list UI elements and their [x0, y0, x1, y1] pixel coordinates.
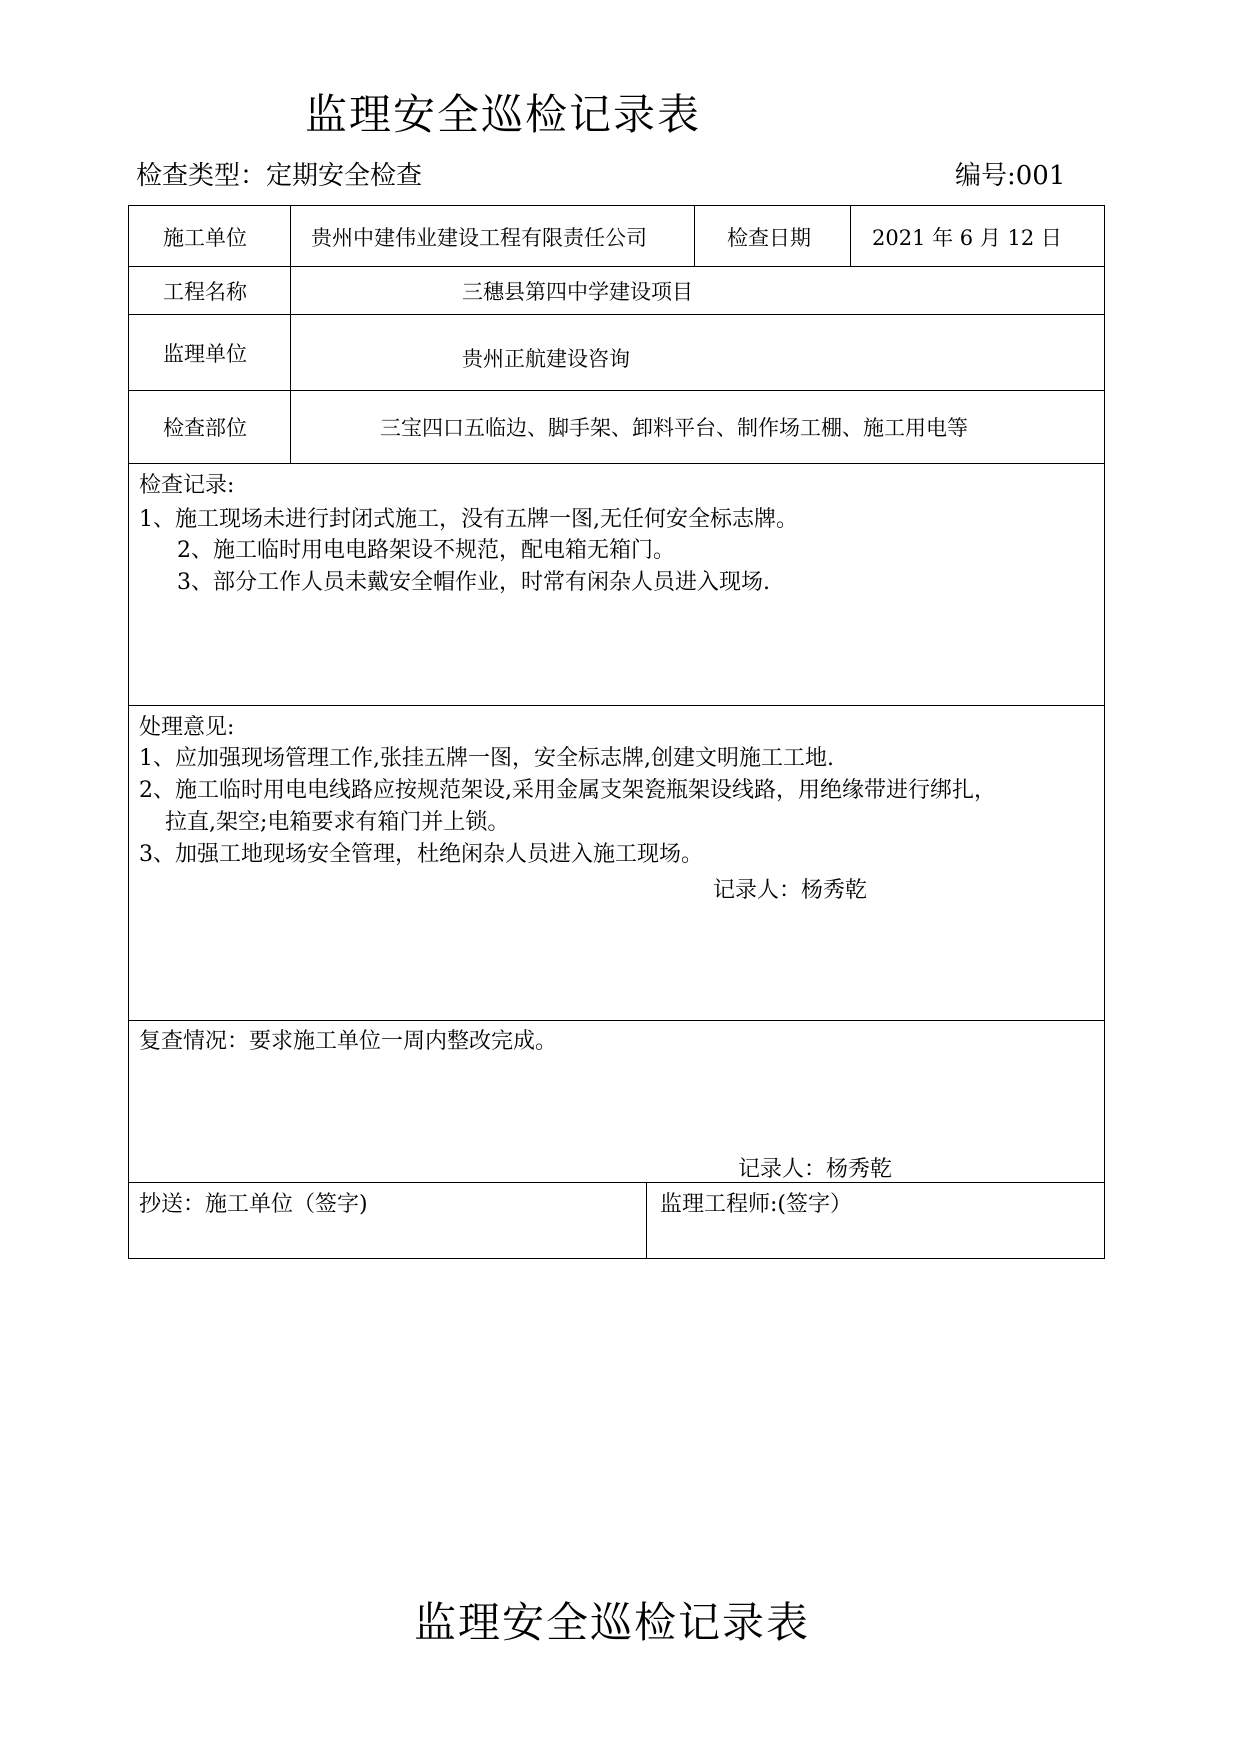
- check-area-value: 三宝四口五临边、脚手架、卸料平台、制作场工棚、施工用电等: [380, 416, 968, 440]
- next-page-title: 监理安全巡检记录表: [414, 1598, 811, 1647]
- cc-signature: 抄送：施工单位（签字): [139, 1192, 368, 1217]
- opinion-item: 1、应加强现场管理工作,张挂五牌一图，安全标志牌,创建文明施工工地.: [139, 746, 834, 771]
- inspection-record-heading: 检查记录:: [139, 473, 235, 498]
- construction-unit-value: 贵州中建伟业建设工程有限责任公司: [311, 226, 647, 250]
- record-number: 编号:001: [955, 161, 1066, 191]
- check-type-label: 检查类型：: [136, 161, 267, 191]
- engineer-signature: 监理工程师:(签字）: [660, 1192, 852, 1217]
- check-type-value: 定期安全检查: [266, 161, 423, 191]
- inspection-item: 3、部分工作人员未戴安全帽作业，时常有闲杂人员进入现场.: [177, 570, 770, 595]
- check-date-value: 2021 年 6 月 12 日: [872, 226, 1062, 250]
- handling-opinion-heading: 处理意见:: [139, 715, 235, 740]
- opinion-item: 2、施工临时用电电线路应按规范架设,采用金属支架瓷瓶架设线路，用绝缘带进行绑扎，: [139, 778, 996, 803]
- project-name-value: 三穗县第四中学建设项目: [462, 280, 693, 304]
- construction-unit-label: 施工单位: [163, 226, 247, 250]
- review-text: 复查情况：要求施工单位一周内整改完成。: [139, 1029, 558, 1054]
- opinion-item: 拉直,架空;电箱要求有箱门并上锁。: [165, 810, 510, 835]
- supervision-unit-value: 贵州正航建设咨询: [462, 347, 630, 371]
- inspection-item: 1、施工现场未进行封闭式施工，没有五牌一图,无任何安全标志牌。: [139, 507, 798, 532]
- review-recorder: 记录人：杨秀乾: [738, 1157, 893, 1182]
- check-date-label: 检查日期: [727, 226, 811, 250]
- opinion-recorder: 记录人：杨秀乾: [713, 878, 868, 903]
- inspection-item: 2、施工临时用电电路架设不规范，配电箱无箱门。: [177, 538, 675, 563]
- check-area-label: 检查部位: [163, 416, 247, 440]
- opinion-item: 3、加强工地现场安全管理，杜绝闲杂人员进入施工现场。: [139, 842, 703, 867]
- project-name-label: 工程名称: [163, 280, 247, 304]
- check-type: [136, 155, 422, 192]
- supervision-unit-label: 监理单位: [163, 342, 247, 366]
- page-title: 监理安全巡检记录表: [305, 90, 702, 139]
